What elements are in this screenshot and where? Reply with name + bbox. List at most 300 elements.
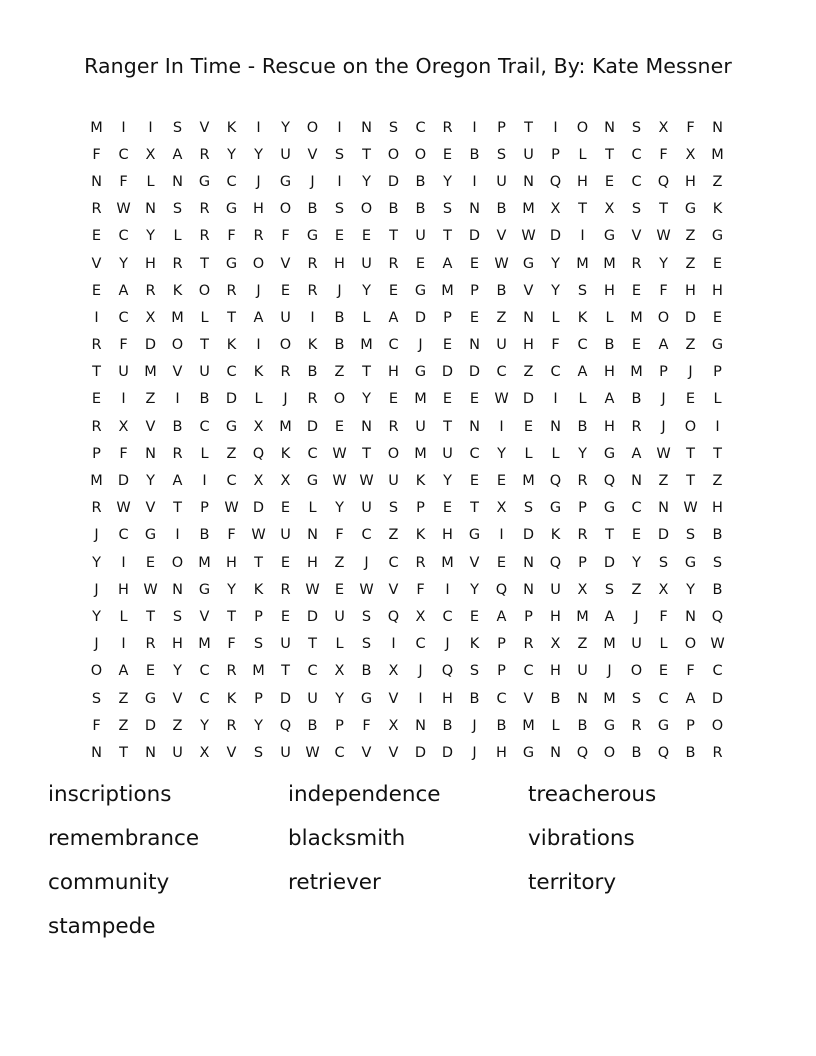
grid-letter: L xyxy=(551,717,560,734)
grid-row xyxy=(83,712,731,739)
grid-letter: N xyxy=(523,173,534,190)
grid-letter: U xyxy=(280,309,291,326)
grid-letter: Q xyxy=(549,473,562,490)
grid-letter: S xyxy=(388,500,399,517)
grid-row xyxy=(83,685,731,712)
grid-letter: R xyxy=(307,391,318,408)
grid-letter: B xyxy=(415,173,426,190)
grid-letter: A xyxy=(172,473,183,490)
grid-letter: H xyxy=(388,364,399,381)
grid-letter: K xyxy=(712,201,723,218)
word-search-grid xyxy=(83,114,731,767)
grid-letter: K xyxy=(415,473,426,490)
grid-letter: S xyxy=(172,201,183,218)
word-list-item: stampede xyxy=(48,914,156,939)
grid-letter: D xyxy=(306,608,319,625)
grid-letter: Y xyxy=(173,663,182,680)
grid-letter: J xyxy=(364,554,369,571)
grid-letter: R xyxy=(226,282,237,299)
grid-letter: O xyxy=(90,663,103,680)
grid-letter: M xyxy=(576,255,589,272)
grid-letter: E xyxy=(631,337,642,354)
grid-letter: C xyxy=(118,527,129,544)
grid-letter: X xyxy=(145,309,156,326)
grid-letter: I xyxy=(121,554,126,571)
grid-letter: M xyxy=(90,119,103,136)
grid-letter: I xyxy=(256,119,261,136)
grid-letter: U xyxy=(550,581,561,598)
grid-letter: I xyxy=(499,527,504,544)
grid-letter: J xyxy=(445,636,450,653)
grid-letter: L xyxy=(200,445,209,462)
grid-letter: T xyxy=(362,146,371,163)
grid-letter: N xyxy=(307,527,318,544)
grid-letter: R xyxy=(91,201,102,218)
grid-letter: F xyxy=(92,146,101,163)
grid-letter: L xyxy=(173,228,182,245)
grid-letter: B xyxy=(685,744,696,761)
grid-letter: N xyxy=(361,418,372,435)
grid-letter: U xyxy=(577,663,588,680)
grid-letter: P xyxy=(254,690,263,707)
grid-letter: H xyxy=(685,173,696,190)
grid-letter: T xyxy=(308,636,317,653)
grid-letter: I xyxy=(553,119,558,136)
grid-letter: C xyxy=(388,337,399,354)
grid-letter: H xyxy=(172,636,183,653)
grid-letter: L xyxy=(254,391,263,408)
grid-row xyxy=(83,549,731,576)
grid-letter: M xyxy=(198,636,211,653)
grid-letter: V xyxy=(523,690,534,707)
grid-letter: F xyxy=(416,581,425,598)
grid-letter: M xyxy=(90,473,103,490)
grid-letter: E xyxy=(712,309,723,326)
grid-letter: P xyxy=(254,608,263,625)
grid-letter: C xyxy=(415,119,426,136)
grid-letter: E xyxy=(442,337,453,354)
grid-letter: F xyxy=(362,717,371,734)
grid-letter: T xyxy=(713,445,722,462)
grid-row xyxy=(83,332,731,359)
grid-letter: I xyxy=(580,228,585,245)
grid-letter: T xyxy=(173,500,182,517)
grid-letter: R xyxy=(442,119,453,136)
grid-letter: G xyxy=(225,255,238,272)
grid-letter: R xyxy=(631,418,642,435)
grid-letter: Z xyxy=(226,445,237,462)
grid-letter: L xyxy=(578,146,587,163)
grid-letter: G xyxy=(603,228,616,245)
grid-letter: M xyxy=(414,391,427,408)
grid-letter: Q xyxy=(603,473,616,490)
grid-letter: O xyxy=(576,119,589,136)
grid-letter: R xyxy=(91,418,102,435)
grid-letter: B xyxy=(172,418,183,435)
grid-letter: J xyxy=(688,364,693,381)
grid-letter: X xyxy=(658,581,669,598)
grid-letter: Y xyxy=(443,173,452,190)
grid-letter: Q xyxy=(279,717,292,734)
grid-row xyxy=(83,359,731,386)
grid-letter: D xyxy=(306,418,319,435)
grid-letter: T xyxy=(362,364,371,381)
grid-letter: X xyxy=(415,608,426,625)
grid-letter: Y xyxy=(227,146,236,163)
grid-letter: E xyxy=(145,663,156,680)
grid-letter: D xyxy=(144,717,157,734)
grid-letter: R xyxy=(631,717,642,734)
grid-letter: Z xyxy=(172,717,183,734)
grid-letter: Q xyxy=(252,445,265,462)
grid-row xyxy=(83,495,731,522)
grid-letter: G xyxy=(198,581,211,598)
grid-letter: H xyxy=(442,690,453,707)
grid-letter: A xyxy=(442,255,453,272)
grid-row xyxy=(83,440,731,467)
grid-letter: D xyxy=(468,228,481,245)
grid-letter: E xyxy=(280,282,291,299)
grid-letter: N xyxy=(469,201,480,218)
grid-row xyxy=(83,467,731,494)
grid-letter: G xyxy=(144,527,157,544)
grid-letter: B xyxy=(361,663,372,680)
grid-letter: V xyxy=(280,255,291,272)
grid-letter: U xyxy=(118,364,129,381)
grid-letter: S xyxy=(712,554,723,571)
grid-letter: T xyxy=(92,364,101,381)
grid-letter: A xyxy=(577,364,588,381)
grid-letter: L xyxy=(659,636,668,653)
grid-letter: O xyxy=(171,554,184,571)
grid-letter: E xyxy=(415,255,426,272)
grid-letter: Y xyxy=(470,581,479,598)
grid-letter: I xyxy=(94,309,99,326)
grid-letter: J xyxy=(310,173,315,190)
grid-letter: A xyxy=(685,690,696,707)
grid-letter: T xyxy=(254,554,263,571)
word-list-item: independence xyxy=(288,782,441,807)
grid-letter: N xyxy=(415,717,426,734)
grid-letter: N xyxy=(361,119,372,136)
grid-letter: U xyxy=(415,418,426,435)
grid-letter: M xyxy=(522,201,535,218)
grid-letter: Q xyxy=(495,581,508,598)
grid-letter: D xyxy=(522,391,535,408)
grid-letter: N xyxy=(712,119,723,136)
grid-letter: X xyxy=(253,473,264,490)
grid-row xyxy=(83,114,731,141)
grid-letter: S xyxy=(523,500,534,517)
grid-letter: F xyxy=(92,717,101,734)
grid-letter: B xyxy=(307,201,318,218)
grid-letter: V xyxy=(199,608,210,625)
grid-letter: P xyxy=(713,364,722,381)
grid-letter: E xyxy=(685,391,696,408)
grid-letter: Y xyxy=(146,228,155,245)
grid-letter: V xyxy=(388,690,399,707)
grid-letter: Y xyxy=(146,473,155,490)
grid-letter: E xyxy=(469,608,480,625)
grid-letter: P xyxy=(470,282,479,299)
grid-letter: X xyxy=(604,201,615,218)
grid-letter: B xyxy=(496,201,507,218)
grid-letter: R xyxy=(172,445,183,462)
grid-letter: L xyxy=(335,636,344,653)
grid-letter: Y xyxy=(362,282,371,299)
word-list-item: blacksmith xyxy=(288,826,406,851)
grid-letter: T xyxy=(146,608,155,625)
grid-letter: M xyxy=(198,554,211,571)
grid-letter: D xyxy=(414,309,427,326)
grid-letter: S xyxy=(442,201,453,218)
grid-letter: S xyxy=(685,527,696,544)
grid-letter: G xyxy=(549,500,562,517)
grid-letter: Y xyxy=(254,146,263,163)
grid-letter: U xyxy=(280,636,291,653)
grid-letter: V xyxy=(91,255,102,272)
grid-letter: V xyxy=(469,554,480,571)
grid-letter: V xyxy=(172,690,183,707)
grid-letter: O xyxy=(198,282,211,299)
grid-letter: L xyxy=(146,173,155,190)
grid-letter: I xyxy=(121,636,126,653)
grid-letter: E xyxy=(91,228,102,245)
grid-letter: J xyxy=(418,663,423,680)
grid-letter: Z xyxy=(334,554,345,571)
grid-letter: F xyxy=(686,119,695,136)
grid-letter: O xyxy=(171,337,184,354)
grid-letter: D xyxy=(441,364,454,381)
grid-letter: X xyxy=(280,473,291,490)
grid-letter: M xyxy=(522,473,535,490)
grid-letter: Y xyxy=(119,255,128,272)
grid-letter: Y xyxy=(632,554,641,571)
grid-letter: T xyxy=(119,744,128,761)
grid-letter: N xyxy=(550,418,561,435)
grid-letter: R xyxy=(388,418,399,435)
grid-letter: W xyxy=(656,445,671,462)
grid-letter: O xyxy=(387,146,400,163)
grid-letter: X xyxy=(496,500,507,517)
grid-letter: K xyxy=(253,581,264,598)
grid-letter: T xyxy=(470,500,479,517)
grid-letter: N xyxy=(604,119,615,136)
grid-letter: U xyxy=(523,146,534,163)
grid-letter: C xyxy=(496,364,507,381)
grid-letter: I xyxy=(391,636,396,653)
grid-letter: B xyxy=(442,717,453,734)
word-list-item: territory xyxy=(528,870,617,895)
grid-row xyxy=(83,413,731,440)
grid-letter: O xyxy=(306,119,319,136)
grid-letter: P xyxy=(200,500,209,517)
grid-letter: J xyxy=(256,173,261,190)
grid-letter: C xyxy=(118,146,129,163)
grid-letter: T xyxy=(605,527,614,544)
grid-letter: P xyxy=(659,364,668,381)
grid-letter: M xyxy=(414,445,427,462)
grid-letter: R xyxy=(226,663,237,680)
grid-letter: Z xyxy=(712,173,723,190)
grid-letter: U xyxy=(361,255,372,272)
grid-letter: W xyxy=(359,473,374,490)
grid-letter: G xyxy=(603,500,616,517)
grid-letter: T xyxy=(659,201,668,218)
grid-letter: O xyxy=(711,717,724,734)
grid-letter: K xyxy=(415,527,426,544)
grid-letter: C xyxy=(199,690,210,707)
grid-letter: R xyxy=(307,255,318,272)
grid-letter: M xyxy=(630,364,643,381)
grid-letter: J xyxy=(607,663,612,680)
grid-letter: B xyxy=(631,391,642,408)
grid-letter: G xyxy=(711,228,724,245)
grid-letter: N xyxy=(658,500,669,517)
grid-letter: I xyxy=(472,119,477,136)
grid-letter: G xyxy=(522,255,535,272)
grid-letter: C xyxy=(631,173,642,190)
grid-letter: B xyxy=(577,418,588,435)
grid-letter: A xyxy=(604,608,615,625)
grid-letter: C xyxy=(118,228,129,245)
grid-letter: Z xyxy=(145,391,156,408)
grid-letter: R xyxy=(415,554,426,571)
grid-letter: D xyxy=(387,173,400,190)
grid-letter: D xyxy=(414,744,427,761)
grid-letter: F xyxy=(551,337,560,354)
grid-letter: G xyxy=(414,364,427,381)
grid-letter: R xyxy=(280,364,291,381)
grid-letter: E xyxy=(91,282,102,299)
grid-letter: H xyxy=(226,554,237,571)
grid-letter: I xyxy=(175,527,180,544)
grid-letter: Z xyxy=(685,228,696,245)
grid-letter: B xyxy=(712,581,723,598)
grid-letter: C xyxy=(307,663,318,680)
grid-letter: J xyxy=(418,337,423,354)
grid-letter: J xyxy=(283,391,288,408)
grid-letter: H xyxy=(604,364,615,381)
grid-letter: K xyxy=(550,527,561,544)
grid-letter: I xyxy=(121,119,126,136)
grid-letter: N xyxy=(172,581,183,598)
grid-letter: Z xyxy=(388,527,399,544)
grid-letter: F xyxy=(227,527,236,544)
grid-letter: O xyxy=(684,418,697,435)
grid-letter: Y xyxy=(443,473,452,490)
grid-letter: T xyxy=(686,473,695,490)
grid-letter: D xyxy=(657,527,670,544)
grid-letter: N xyxy=(91,173,102,190)
grid-letter: G xyxy=(414,282,427,299)
grid-row xyxy=(83,196,731,223)
grid-letter: V xyxy=(631,228,642,245)
grid-letter: E xyxy=(388,282,399,299)
grid-letter: E xyxy=(442,391,453,408)
grid-letter: Y xyxy=(200,717,209,734)
grid-letter: I xyxy=(175,391,180,408)
grid-letter: X xyxy=(253,418,264,435)
grid-letter: Q xyxy=(549,173,562,190)
grid-letter: U xyxy=(172,744,183,761)
grid-letter: Y xyxy=(335,500,344,517)
grid-letter: E xyxy=(469,391,480,408)
grid-letter: C xyxy=(658,690,669,707)
grid-letter: E xyxy=(469,309,480,326)
grid-letter: K xyxy=(226,337,237,354)
grid-letter: G xyxy=(684,554,697,571)
grid-letter: P xyxy=(335,717,344,734)
grid-letter: E xyxy=(442,146,453,163)
grid-letter: R xyxy=(631,255,642,272)
grid-letter: J xyxy=(94,636,99,653)
grid-letter: V xyxy=(226,744,237,761)
grid-letter: N xyxy=(469,337,480,354)
grid-letter: B xyxy=(496,282,507,299)
grid-letter: C xyxy=(118,309,129,326)
grid-letter: C xyxy=(469,445,480,462)
grid-letter: I xyxy=(148,119,153,136)
grid-letter: F xyxy=(659,282,668,299)
grid-letter: M xyxy=(252,663,265,680)
grid-letter: O xyxy=(333,391,346,408)
grid-letter: X xyxy=(388,717,399,734)
grid-letter: L xyxy=(524,445,533,462)
grid-letter: Y xyxy=(227,581,236,598)
grid-letter: B xyxy=(631,744,642,761)
grid-letter: L xyxy=(551,309,560,326)
grid-letter: R xyxy=(199,201,210,218)
grid-letter: T xyxy=(227,608,236,625)
grid-letter: Q xyxy=(657,173,670,190)
grid-row xyxy=(83,141,731,168)
grid-letter: L xyxy=(200,309,209,326)
grid-letter: O xyxy=(360,201,373,218)
grid-letter: S xyxy=(172,119,183,136)
grid-letter: S xyxy=(172,608,183,625)
grid-letter: V xyxy=(388,581,399,598)
grid-letter: Z xyxy=(712,473,723,490)
grid-letter: U xyxy=(496,173,507,190)
grid-letter: S xyxy=(361,636,372,653)
word-list-item: community xyxy=(48,870,170,895)
grid-letter: O xyxy=(387,445,400,462)
grid-row xyxy=(83,277,731,304)
grid-letter: W xyxy=(521,228,536,245)
grid-row xyxy=(83,576,731,603)
grid-letter: W xyxy=(116,201,131,218)
grid-letter: W xyxy=(305,744,320,761)
grid-letter: B xyxy=(199,527,210,544)
grid-letter: C xyxy=(226,364,237,381)
grid-letter: R xyxy=(145,282,156,299)
word-list-item: vibrations xyxy=(528,826,635,851)
grid-letter: I xyxy=(337,119,342,136)
grid-letter: F xyxy=(686,663,695,680)
grid-letter: C xyxy=(442,608,453,625)
grid-letter: G xyxy=(225,418,238,435)
grid-letter: O xyxy=(279,337,292,354)
grid-letter: W xyxy=(494,255,509,272)
grid-letter: E xyxy=(469,255,480,272)
grid-letter: G xyxy=(306,228,319,245)
grid-letter: U xyxy=(496,337,507,354)
grid-letter: I xyxy=(715,418,720,435)
grid-letter: K xyxy=(307,337,318,354)
grid-letter: S xyxy=(253,744,264,761)
grid-letter: H xyxy=(685,282,696,299)
